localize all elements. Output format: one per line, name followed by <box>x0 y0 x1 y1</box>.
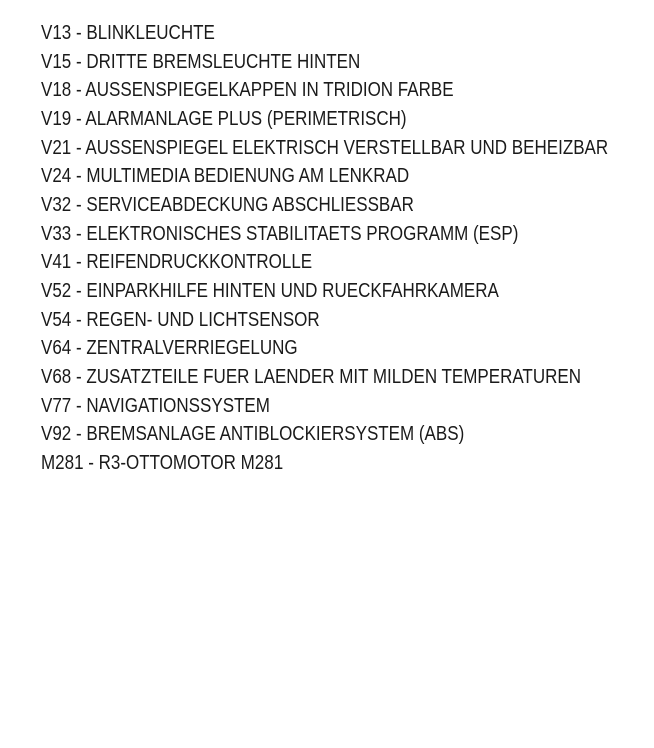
option-list-content <box>41 19 653 478</box>
list-item: V52 - EINPARKHILFE HINTEN UND RUECKFAHRKAMERA <box>41 279 499 302</box>
list-item: V33 - ELEKTRONISCHES STABILITAETS PROGRAMM (ESP) <box>41 222 519 245</box>
list-item: M281 - R3-OTTOMOTOR M281 <box>41 451 284 474</box>
list-item: V13 - BLINKLEUCHTE <box>41 22 215 44</box>
list-item: V41 - REIFENDRUCKKONTROLLE <box>41 251 313 274</box>
list-item: V77 - NAVIGATIONSSYSTEM <box>41 394 270 417</box>
list-item: V24 - MULTIMEDIA BEDIENUNG AM LENKRAD <box>41 165 410 188</box>
list-item: V68 - ZUSATZTEILE FUER LAENDER MIT MILDEN TEMPERATUREN <box>41 365 582 388</box>
list-item: V19 - ALARMANLAGE PLUS (PERIMETRISCH) <box>41 107 407 130</box>
list-item: V64 - ZENTRALVERRIEGELUNG <box>41 337 298 360</box>
list-item: V32 - SERVICEABDECKUNG ABSCHLIESSBAR <box>41 193 414 216</box>
list-item: V21 - AUSSENSPIEGEL ELEKTRISCH VERSTELLBAR UND BEHEIZBAR <box>41 136 609 159</box>
list-item: V18 - AUSSENSPIEGELKAPPEN IN TRIDION FARBE <box>41 79 454 102</box>
option-list <box>41 19 654 478</box>
list-item: V54 - REGEN- UND LICHTSENSOR <box>41 308 320 331</box>
list-item: V92 - BREMSANLAGE ANTIBLOCKIERSYSTEM (ABS) <box>41 423 465 446</box>
list-item: V15 - DRITTE BREMSLEUCHTE HINTEN <box>41 50 361 73</box>
